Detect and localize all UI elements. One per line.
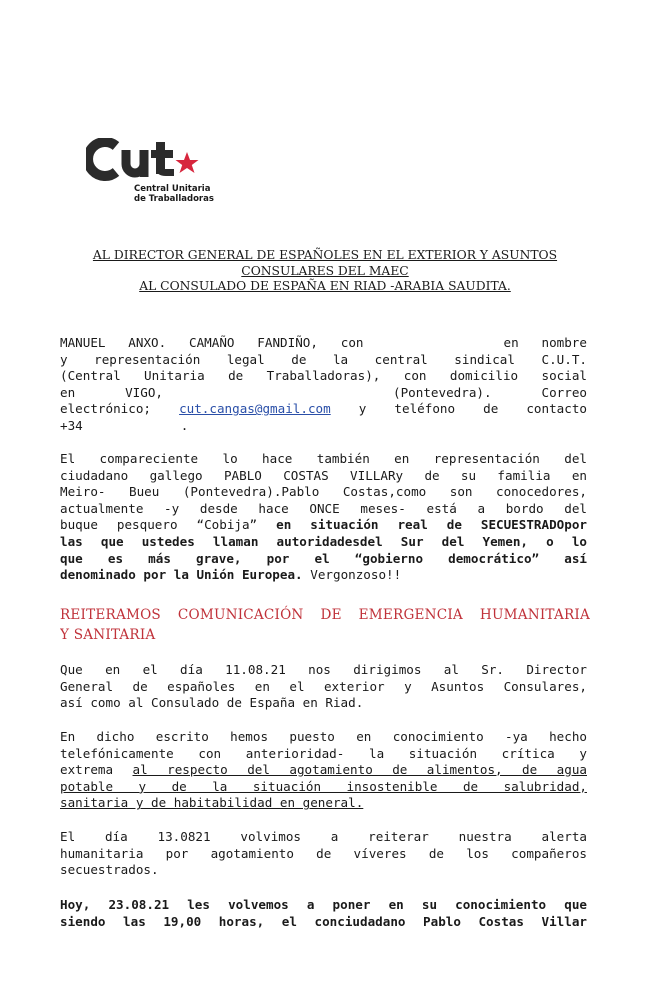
text-line: Que en el día 11.08.21 nos dirigimos al Sr. Director	[60, 662, 587, 677]
paragraph-situation	[60, 729, 587, 812]
addressee-line: CONSULARES DEL MAEC	[241, 263, 409, 278]
addressee-line: AL DIRECTOR GENERAL DE ESPAÑOLES EN EL EXTERIOR Y ASUNTOS	[92, 248, 558, 262]
text-line: +34 .	[60, 417, 189, 433]
section-heading	[60, 605, 590, 645]
text-line: En dicho escrito hemos puesto en conocimiento -ya hecho	[60, 729, 587, 744]
star-icon	[176, 152, 199, 173]
email-link[interactable]: cut.cangas@gmail.com	[179, 401, 331, 417]
heading-line: REITERAMOS COMUNICACIÓN DE EMERGENCIA HUMANITARIA	[60, 607, 590, 623]
heading-line: Y SANITARIA	[60, 627, 156, 643]
text-line: las que ustedes llaman autoridadesdel Sur del Yemen, o lo	[60, 533, 587, 549]
text-line: en VIGO, (Pontevedra). Correo	[60, 384, 587, 400]
text-line: sanitaria y de habitabilidad en general.	[60, 795, 364, 811]
text-line: telefónicamente con anterioridad- la situación crítica y	[60, 745, 587, 761]
cut-logo-mark	[86, 138, 226, 182]
text-line: Meiro- Bueu (Pontevedra).Pablo Costas,como son conocedores,	[60, 484, 587, 500]
logo-subtitle-line1: Central Unitaria	[134, 184, 211, 194]
text-line: humanitaria por agotamiento de víveres de los compañeros	[60, 845, 587, 861]
paragraph-sender	[60, 335, 587, 435]
text-line: MANUEL ANXO. CAMAÑO FANDIÑO, con en nombre	[60, 335, 587, 350]
text-line: que es más grave, por el “gobierno democrático” así	[60, 550, 587, 566]
text-line: actualmente -y desde hace ONCE meses- está a bordo del	[60, 500, 587, 516]
text-line: así como al Consulado de España en Riad.	[60, 695, 364, 711]
text-line: y representación legal de la central sindical C.U.T.	[60, 351, 587, 367]
cut-logo	[86, 138, 226, 208]
text-line: siendo las 19,00 horas, el conciudadano Pablo Costas Villar	[60, 913, 587, 929]
paragraph-today	[60, 897, 587, 930]
text-line: ciudadano gallego PABLO COSTAS VILLARy de su familia en	[60, 467, 587, 483]
text-line: (Central Unitaria de Traballadoras), con domicilio social	[60, 368, 587, 384]
text-line: potable y de la situación insostenible de salubridad,	[60, 778, 587, 794]
text-line: El día 13.0821 volvimos a reiterar nuestra alerta	[60, 829, 587, 844]
text-line: extrema al respecto del agotamiento de alimentos, de agua	[60, 762, 587, 778]
paragraph-second-alert	[60, 829, 587, 879]
text-line: secuestrados.	[60, 862, 159, 878]
text-line: General de españoles en el exterior y Asuntos Consulares,	[60, 678, 587, 694]
text-line: buque pesquero “Cobija” en situación real de SECUESTRADOpor	[60, 517, 587, 533]
paragraph-representation	[60, 451, 587, 584]
text-line: Hoy, 23.08.21 les volvemos a poner en su conocimiento que	[60, 897, 587, 912]
logo-subtitle-line2: de Traballadoras	[134, 194, 214, 204]
text-line: El compareciente lo hace también en representación del	[60, 451, 587, 466]
paragraph-first-contact	[60, 662, 587, 712]
text-line: denominado por la Unión Europea. Vergonzoso!!	[60, 567, 402, 583]
text-line: electrónico; cut.cangas@gmail.com y teléfono de contacto	[60, 401, 587, 417]
addressee-line: AL CONSULADO DE ESPAÑA EN RIAD -ARABIA SAUDITA.	[139, 279, 511, 293]
addressee-block	[60, 248, 590, 295]
